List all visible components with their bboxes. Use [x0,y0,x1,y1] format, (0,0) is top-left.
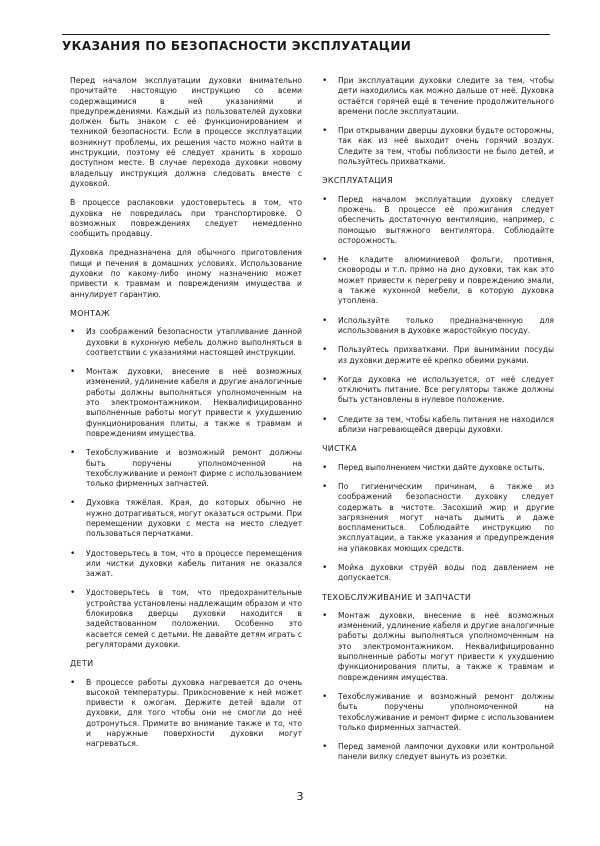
intro-paragraph: Духовка предназначена для обычного приготовления пищи и печения в домашних условиях. Использование духовки по какому-либо иному назначению может привести к травмам и повреждениям имущества и аннулирует гарантию. [70,248,302,299]
list-item [322,345,554,366]
montage-list [70,327,302,650]
service-list [322,611,554,763]
list-item [70,448,302,489]
list-item-text: Из соображений безопасности утапливание данной духовки в кухонную мебель должно выполняться в соответствии с указаниями настоящей инструкции. [86,327,302,357]
children-list [70,678,302,750]
bullet: • [70,677,76,688]
bullet: • [70,588,76,599]
list-item [70,498,302,539]
list-item-text: Перед заменой лампочки духовки или контрольной панели вилку следует вынуть из розетки. [338,742,554,762]
list-item-text: Техобслуживание и возможный ремонт должны быть поручены уполномоченной на техобслуживание и ремонт фирме с использованием только фирменных запчастей. [338,691,554,732]
list-item-text: Следите за тем, чтобы кабель питания не находился вблизи нагревающейся дверцы духовки. [338,414,554,435]
list-item [322,482,554,554]
right-column [322,76,554,772]
list-item-text: Перед началом эксплуатации духовку следует прожечь. В процессе её прожигания следует обеспечить достаточную вентиляцию, например, с помощью вытяжного вентилятора. Соблюдайте осторожность. [338,194,554,245]
list-item-text: Используйте только предназначенную для использования в духовке жаростойкую посуду. [338,315,554,335]
list-item-text: Монтаж духовки, внесение в неё возможных изменений, удлинение кабеля и другие аналогичные работы должны выполняться уполномоченным на это электромонтажником. Неквалифицированно выполненные работы могут привести к ухудшению функционирования плиты, а также к травмам и повреждениям имущества. [338,610,554,682]
bullet: • [322,562,328,573]
list-item [322,692,554,733]
list-item [322,316,554,337]
bullet: • [70,448,76,459]
bullet: • [322,374,328,385]
list-item [322,255,554,306]
intro-paragraph: Перед началом эксплуатации духовки внимательно прочитайте настоящую инструкцию со всеми содержащимися в ней указаниями и предупреждениями. Каждый из пользователей духовки должен быть знаком с её функционированием и техникой безопасности. Если в процессе эксплуатации возникнут проблемы, их решения часто можно найти в инструкции, поэтому её следует хранить в хорошо доступном месте. В случае перехода духовки новому владельцу инструкция должна следовать вместе с духовкой. [70,76,302,188]
bullet: • [322,126,328,137]
bullet: • [322,691,328,702]
list-item-text: Удостоверьтесь в том, что в процессе перемещения или чистки духовки кабель питания не оказался зажат. [86,548,302,579]
bullet: • [322,414,328,425]
cleaning-heading: ЧИСТКА [322,444,357,454]
bullet: • [70,367,76,378]
bullet: • [322,481,328,492]
page-number: 3 [296,790,304,803]
list-item [70,549,302,580]
operation-list [322,195,554,436]
bullet: • [322,255,328,266]
bullet: • [322,76,328,86]
bullet: • [70,548,76,559]
list-item-text: Мойка духовки струёй воды под давлением не допускается. [338,562,554,583]
list-item-text: При эксплуатации духовки следите за тем, чтобы дети находились как можно дальше от неё. Духовка остаётся горячей ещё в течение продолжительного времени после эксплуатации. [338,76,554,116]
children-heading: ДЕТИ [70,659,94,669]
bullet: • [322,742,328,753]
list-item-text: Перед выполнением чистки дайте духовке остыть. [338,462,545,472]
bullet: • [322,610,328,621]
list-item-text: Духовка тяжёлая. Края, до которых обычно не нужно дотрагиваться, могут оказаться острыми. При перемещении духовки с места на место следует пользоваться перчатками. [86,498,302,539]
list-item-text: При открывании дверцы духовки будьте осторожны, так как из неё выходит очень горячий воздух. Следите за тем, чтобы поблизости не было детей, и пользуйтесь прихватками. [338,126,554,167]
intro-paragraph: В процессе распаковки удостоверьтесь в том, что духовка не повредилась при транспортировке. О возможных повреждениях следует немедленно сообщить продавцу. [70,198,302,239]
list-item [322,76,554,117]
list-item-text: В процессе работы духовка нагревается до очень высокой температуры. Прикосновение к ней может привести к ожогам. Держите детей вдали от духовки, для того чтобы они не смогли до неё дотронуться. Примите во внимание также и то, что и наружные поверхности духовки могут нагреваться. [86,677,302,749]
bullet: • [322,315,328,326]
list-item [322,742,554,763]
list-item [322,126,554,167]
list-item-text: Не кладите алюминиевой фольги, противня, сковороды и т.п. прямо на дно духовки, так как это может привести к перегреву и повреждению эмали, а также кухонной мебели, в которую духовка утоплена. [338,255,554,306]
list-item-text: Монтаж духовки, внесение в неё возможных изменений, удлинение кабеля и другие аналогичные работы должны выполняться уполномоченным на это электромонтажником. Неквалифицированно выполненные работы могут привести к ухудшению функционирования плиты, а также к травмам и повреждениям имущества. [86,367,302,438]
list-item [322,375,554,406]
list-item [322,195,554,246]
list-item-text: Пользуйтесь прихватками. При вынимании посуды из духовки держите её крепко обеими руками. [338,345,554,365]
service-heading: ТЕХОБСЛУЖИВАНИЕ И ЗАПЧАСТИ [322,592,472,602]
cleaning-list [322,463,554,584]
left-column [70,76,302,759]
list-item [322,463,554,473]
list-item [322,563,554,584]
list-item-text: Техобслуживание и возможный ремонт должны быть поручены уполномоченной на техобслуживание и ремонт фирме с использованием только фирменных запчастей. [86,448,302,489]
list-item [70,678,302,750]
list-item [70,588,302,650]
list-item [70,327,302,358]
montage-heading: МОНТАЖ [70,308,110,318]
list-item-text: Когда духовка не используется, от неё следует отключить питание. Все регуляторы также должны быть установлены в нулевое положение. [338,374,554,405]
list-item [322,415,554,436]
bullet: • [70,327,76,338]
bullet: • [322,194,328,205]
title-rule [62,34,550,35]
list-item [70,367,302,439]
bullet: • [322,345,328,356]
page-title: УКАЗАНИЯ ПО БЕЗОПАСНОСТИ ЭКСПЛУАТАЦИИ [62,39,412,53]
bullet: • [322,462,328,473]
list-item [322,611,554,683]
bullet: • [70,498,76,509]
operation-heading: ЭКСПЛУАТАЦИЯ [322,176,393,186]
list-item-text: По гигиеническим причинам, а также из соображений безопасности духовку следует содержать в чистоте. Засохший жир и другие загрязнения могут начать дымить и даже воспламениться. Соблюдайте инструкцию по эксплуатации, а также указания и предупреждения на упаковках моющих средств. [338,481,554,553]
list-item-text: Удостоверьтесь в том, что предохранительные устройства установлены надлежащим образом и что блокировка дверцы духовки находится в задействованном положении. Особенно это касается семей с детьми. Не давайте детям играть с регуляторами духовки. [86,588,302,649]
children-list-continued [322,76,554,167]
